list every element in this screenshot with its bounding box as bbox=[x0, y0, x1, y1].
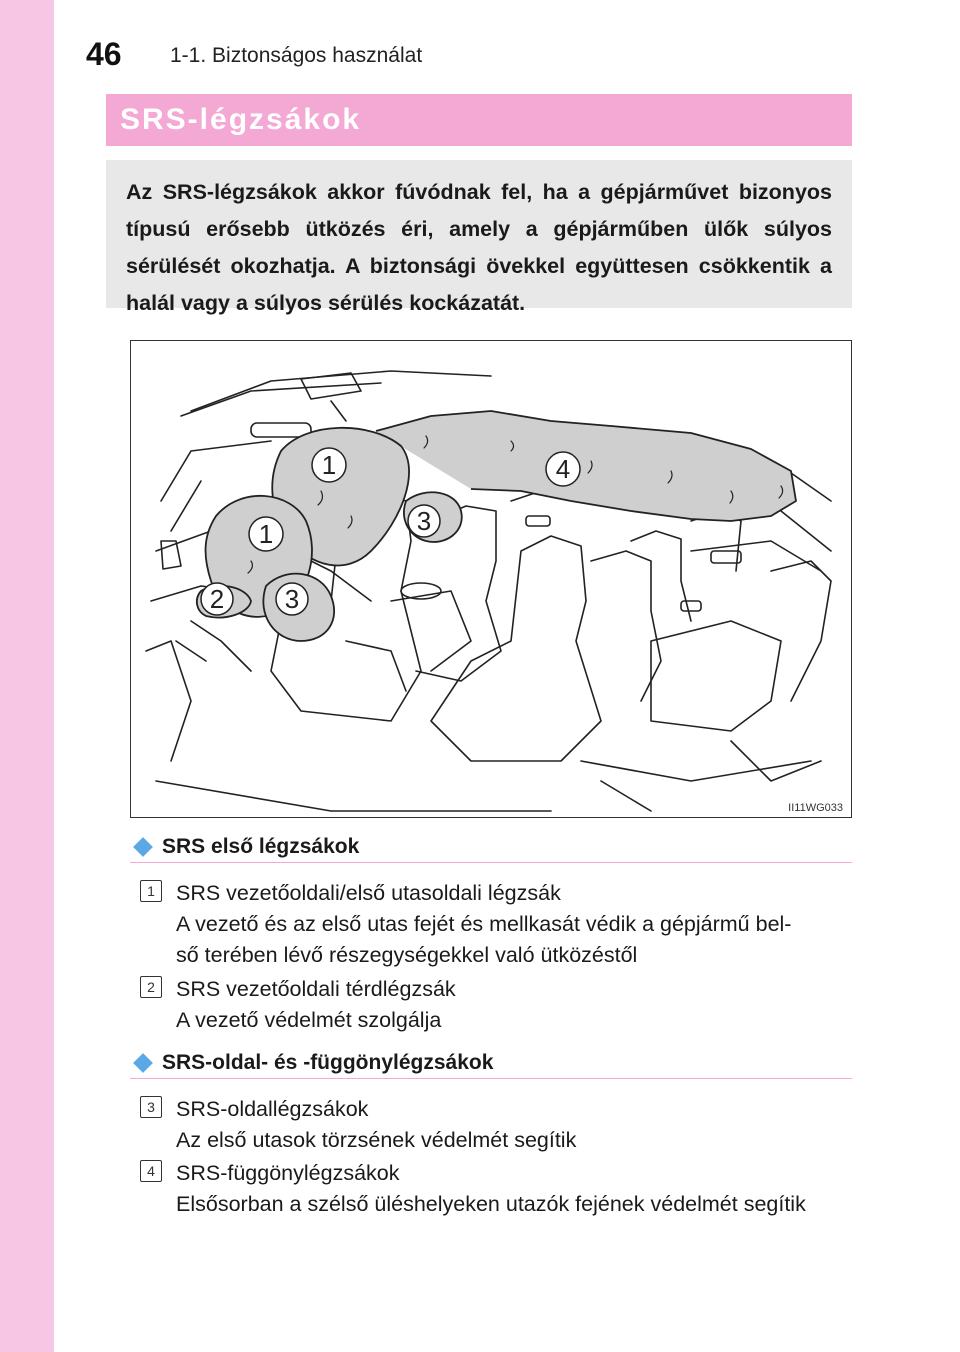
subheading-text: SRS első légzsákok bbox=[162, 835, 360, 858]
item-description: ső terében lévő részegységekkel való ütközéstől bbox=[176, 943, 638, 967]
page-number: 46 bbox=[86, 36, 122, 72]
item-number-badge: 4 bbox=[140, 1160, 162, 1182]
svg-text:1: 1 bbox=[321, 450, 337, 480]
item-description: A vezető védelmét szolgálja bbox=[176, 1008, 442, 1032]
item-description: Elsősorban a szélső üléshelyeken utazók fejének védelmét segítik bbox=[176, 1192, 806, 1216]
item-number-badge: 2 bbox=[140, 976, 162, 998]
item-title: SRS-függönylégzsákok bbox=[176, 1161, 400, 1185]
airbag-illustration bbox=[130, 340, 852, 818]
diamond-bullet-icon bbox=[133, 1053, 153, 1073]
subheading-front-airbags bbox=[130, 832, 852, 863]
svg-text:3: 3 bbox=[284, 584, 300, 614]
subheading-side-curtain-airbags bbox=[130, 1048, 852, 1079]
page-title: SRS-légzsákok bbox=[120, 103, 362, 136]
page-edge-strip bbox=[0, 0, 54, 1352]
item-number-badge: 1 bbox=[140, 880, 162, 902]
callout-1-driver bbox=[249, 517, 283, 551]
item-description: Az első utasok törzsének védelmét segítik bbox=[176, 1128, 577, 1152]
item-description: A vezető és az első utas fejét és mellkasát védik a gépjármű bel- bbox=[176, 912, 792, 936]
list-item bbox=[140, 1158, 852, 1220]
item-title: SRS vezetőoldali/első utasoldali légzsák bbox=[176, 881, 561, 905]
diamond-bullet-icon bbox=[133, 837, 153, 857]
list-item bbox=[140, 974, 852, 1036]
svg-text:2: 2 bbox=[209, 584, 225, 614]
callout-2-knee bbox=[201, 583, 233, 615]
svg-text:1: 1 bbox=[258, 519, 274, 549]
svg-text:4: 4 bbox=[555, 454, 571, 484]
section-breadcrumb: 1-1. Biztonságos használat bbox=[170, 44, 423, 67]
intro-box bbox=[106, 160, 852, 315]
item-number-badge: 3 bbox=[140, 1096, 162, 1118]
callout-4-curtain bbox=[546, 452, 580, 486]
list-item bbox=[140, 878, 852, 971]
callout-1-passenger bbox=[312, 448, 346, 482]
intro-text: Az SRS-légzsákok akkor fúvódnak fel, ha a gépjárművet bizonyos típusú erősebb ütközés éri, amely a gépjárműben ülők súlyos sérülését okozhatja. A biztonsági övekkel együttesen csökkentik a halál vagy a súlyos sérülés kockázatát. bbox=[126, 180, 832, 315]
car-interior-drawing bbox=[131, 341, 852, 818]
list-item bbox=[140, 1094, 852, 1156]
item-title: SRS vezetőoldali térdlégzsák bbox=[176, 977, 456, 1001]
svg-text:3: 3 bbox=[416, 506, 432, 536]
callout-3-passenger-side bbox=[408, 505, 440, 537]
title-bar bbox=[106, 94, 852, 146]
item-title: SRS-oldallégzsákok bbox=[176, 1097, 369, 1121]
callout-3-driver-side bbox=[276, 583, 308, 615]
subheading-text: SRS-oldal- és -függönylégzsákok bbox=[162, 1051, 494, 1074]
figure-code: II11WG033 bbox=[788, 802, 843, 814]
